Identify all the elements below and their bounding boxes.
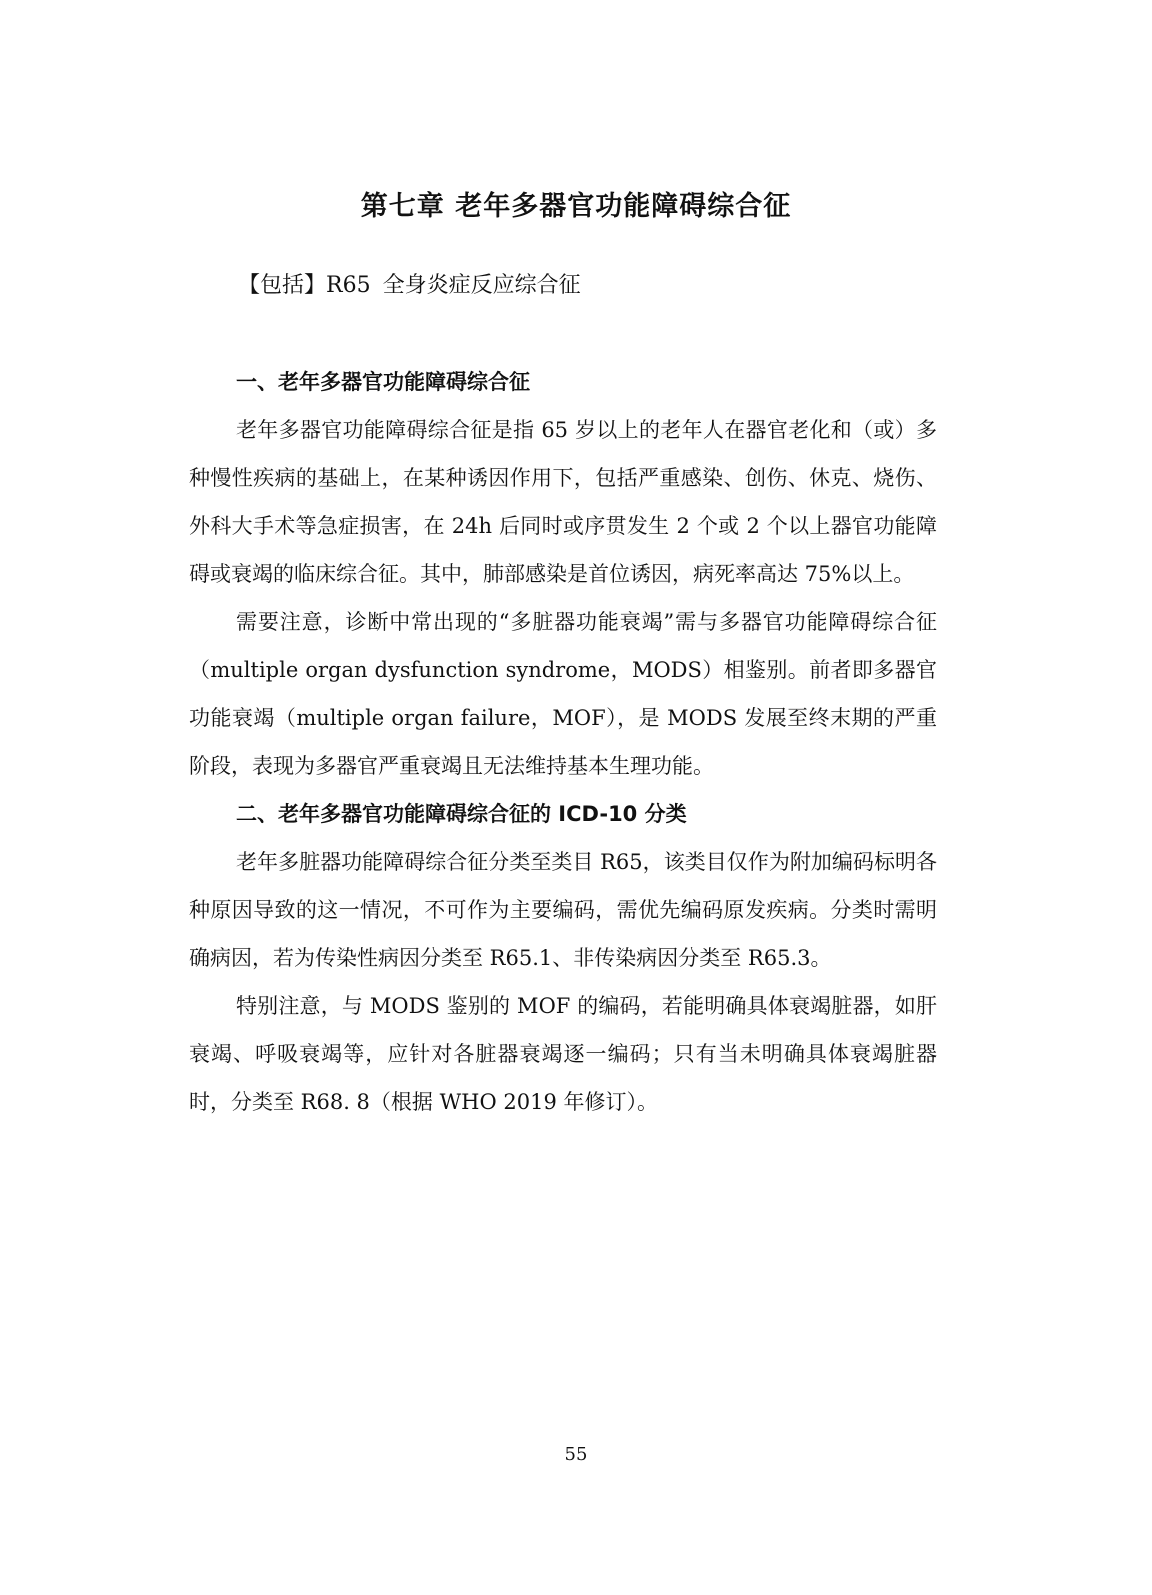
paragraph-classification: 老年多脏器功能障碍综合征分类至类目 R65，该类目仅作为附加编码标明各种原因导致的这一情况，不可作为主要编码，需优先编码原发疾病。分类时需明确病因，若为传染性病因分类至 R65.1、非传染病因分类至 R65.3。 (189, 850, 937, 970)
chapter-title: 第七章 老年多器官功能障碍综合征 (360, 191, 792, 222)
include-label: 【包括】 (238, 273, 327, 298)
include-text: 全身炎症反应综合征 (382, 273, 581, 298)
include-line (238, 268, 581, 299)
section-heading-2: 二、老年多器官功能障碍综合征的 ICD-10 分类 (236, 802, 687, 826)
section-heading-1: 一、老年多器官功能障碍综合征 (236, 370, 530, 394)
include-code: R65 (326, 273, 371, 298)
paragraph-special-note: 特别注意，与 MODS 鉴别的 MOF 的编码，若能明确具体衰竭脏器，如肝衰竭、呼吸衰竭等，应针对各脏器衰竭逐一编码；只有当未明确具体衰竭脏器时，分类至 R68. 8（根据 WHO 2019 年修订）。 (189, 994, 937, 1114)
page-number: 55 (564, 1444, 588, 1465)
body-text (189, 358, 937, 1126)
paragraph-definition: 老年多器官功能障碍综合征是指 65 岁以上的老年人在器官老化和（或）多种慢性疾病的基础上，在某种诱因作用下，包括严重感染、创伤、休克、烧伤、外科大手术等急症损害，在 24h 后同时或序贯发生 2 个或 2 个以上器官功能障碍或衰竭的临床综合征。其中，肺部感染是首位诱因，病死率高达 75%以上。 (189, 418, 937, 586)
paragraph-distinction: 需要注意，诊断中常出现的“多脏器功能衰竭”需与多器官功能障碍综合征（multiple organ dysfunction syndrome，MODS）相鉴别。前者即多器官功能衰竭（multiple organ failure，MOF），是 MODS 发展至终末期的严重阶段，表现为多器官严重衰竭且无法维持基本生理功能。 (189, 610, 937, 778)
